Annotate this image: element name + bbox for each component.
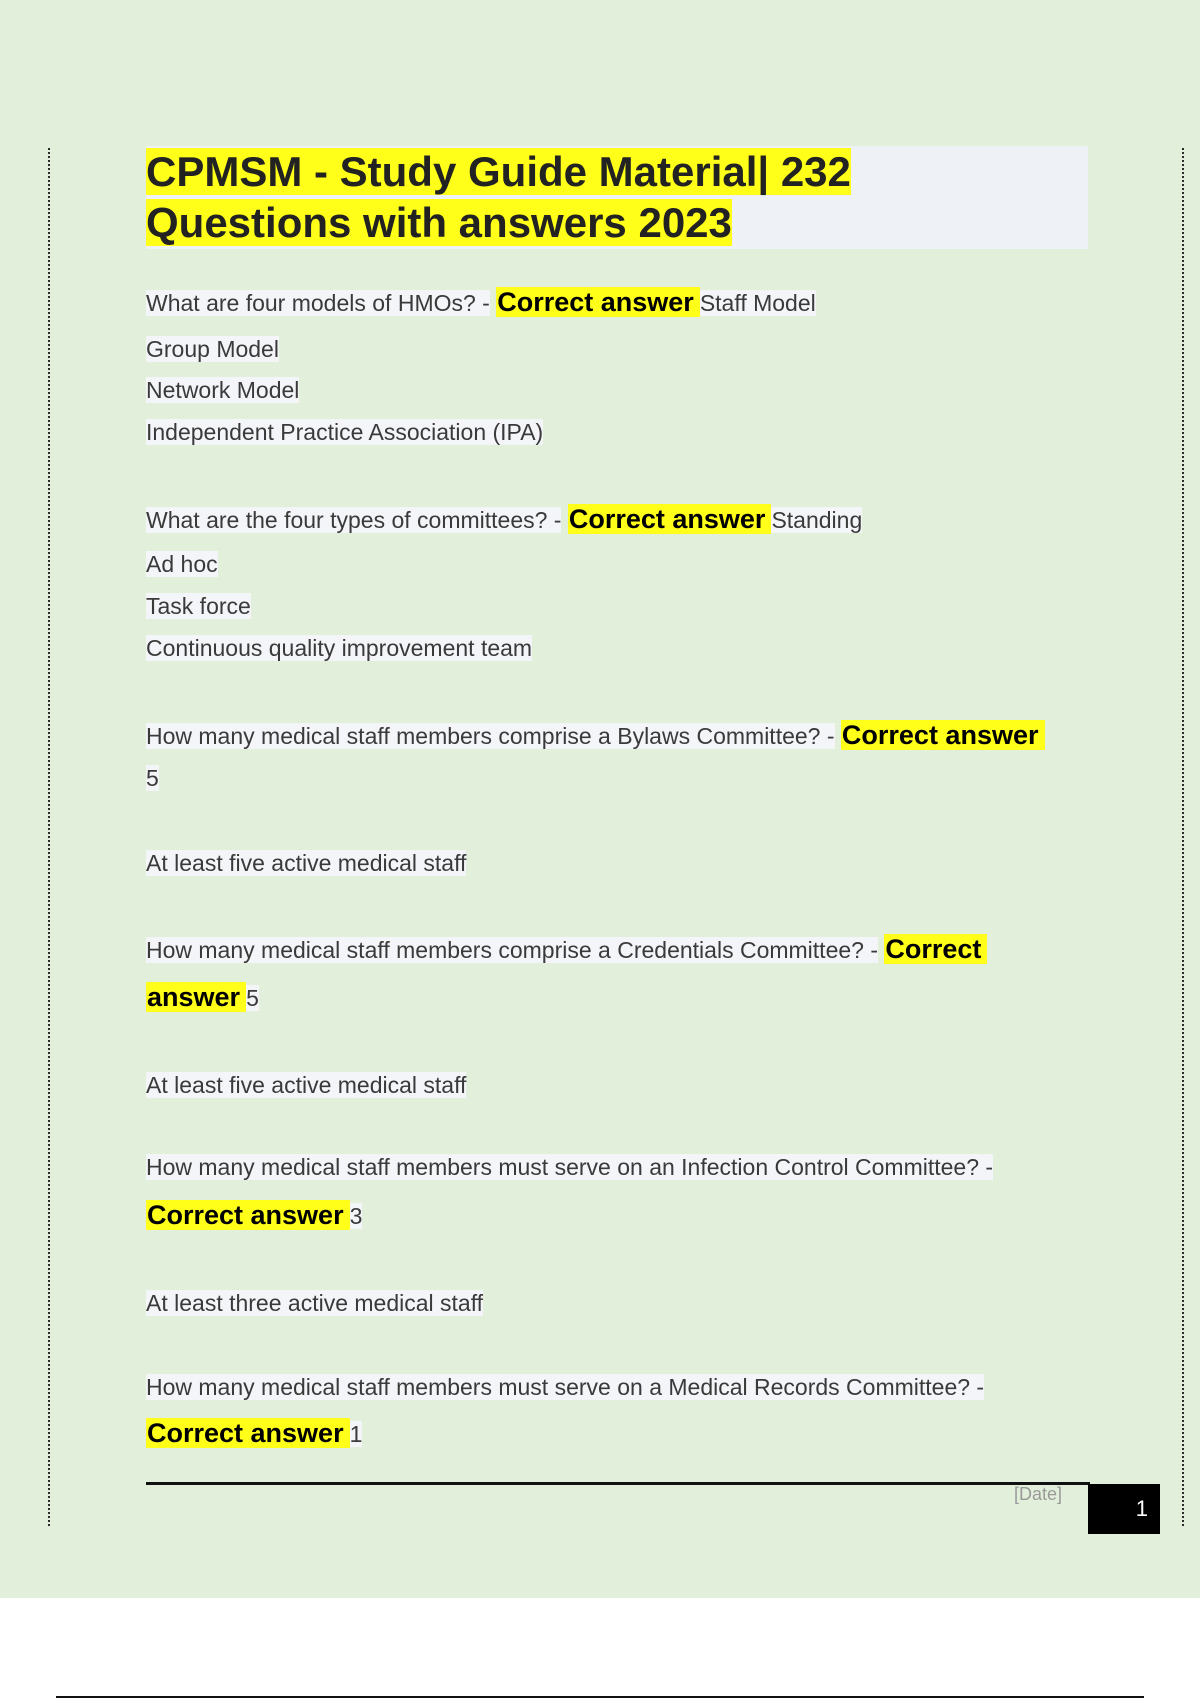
qa-question-5 <box>146 1152 993 1182</box>
document-title <box>146 146 1088 248</box>
correct-answer-label: Correct answer <box>146 1200 350 1230</box>
answer-value: 5 <box>146 765 159 791</box>
answer-value: 5 <box>246 985 259 1011</box>
answer-note: At least five active medical staff <box>146 850 467 876</box>
correct-answer-label: Correct answer <box>146 1418 350 1448</box>
answer-value: 1 <box>349 1421 363 1447</box>
answer-line: Task force <box>146 593 251 619</box>
qa-question-1 <box>146 287 816 318</box>
page-number: 1 <box>1088 1484 1160 1534</box>
page-border-left <box>48 148 50 1526</box>
answer-note: At least three active medical staff <box>146 1290 484 1316</box>
answer-row <box>146 1200 362 1231</box>
correct-answer-label-part: Correct <box>884 934 987 964</box>
qa-question-3 <box>146 720 1045 751</box>
question-text: How many medical staff members must serve on an Infection Control Committee? - <box>146 1154 994 1180</box>
answer-value: 3 <box>349 1203 363 1229</box>
answer-line: Network Model <box>146 377 300 403</box>
answer-row <box>146 982 259 1013</box>
next-page-rule <box>56 1696 1144 1698</box>
qa-question-4 <box>146 934 987 965</box>
qa-question-6 <box>146 1372 984 1402</box>
title-line-1: CPMSM - Study Guide Material| 232 <box>146 148 851 195</box>
answer-note: At least five active medical staff <box>146 1072 467 1098</box>
title-block <box>146 146 1088 249</box>
qa-question-2 <box>146 504 862 535</box>
answer-line: Independent Practice Association (IPA) <box>146 419 544 445</box>
answer-inline: Standing <box>771 507 863 533</box>
correct-answer-label: Correct answer <box>496 287 700 317</box>
question-text: What are four models of HMOs? - <box>146 290 490 316</box>
answer-inline: Staff Model <box>699 290 816 316</box>
correct-answer-label: Correct answer <box>568 504 772 534</box>
footer-date: [Date] <box>1014 1484 1063 1504</box>
title-line-2: Questions with answers 2023 <box>146 199 732 246</box>
correct-answer-label-part: answer <box>146 982 246 1012</box>
answer-line: Group Model <box>146 336 279 362</box>
page-border-right <box>1182 148 1184 1526</box>
correct-answer-label: Correct answer <box>841 720 1045 750</box>
question-text: How many medical staff members must serve on a Medical Records Committee? - <box>146 1374 985 1400</box>
answer-line: Continuous quality improvement team <box>146 635 533 661</box>
footer-rule <box>146 1482 1090 1485</box>
question-text: How many medical staff members comprise a Bylaws Committee? - <box>146 723 835 749</box>
question-text: How many medical staff members comprise a Credentials Committee? - <box>146 937 878 963</box>
question-text: What are the four types of committees? - <box>146 507 562 533</box>
answer-line: Ad hoc <box>146 551 218 577</box>
answer-row <box>146 1418 362 1449</box>
